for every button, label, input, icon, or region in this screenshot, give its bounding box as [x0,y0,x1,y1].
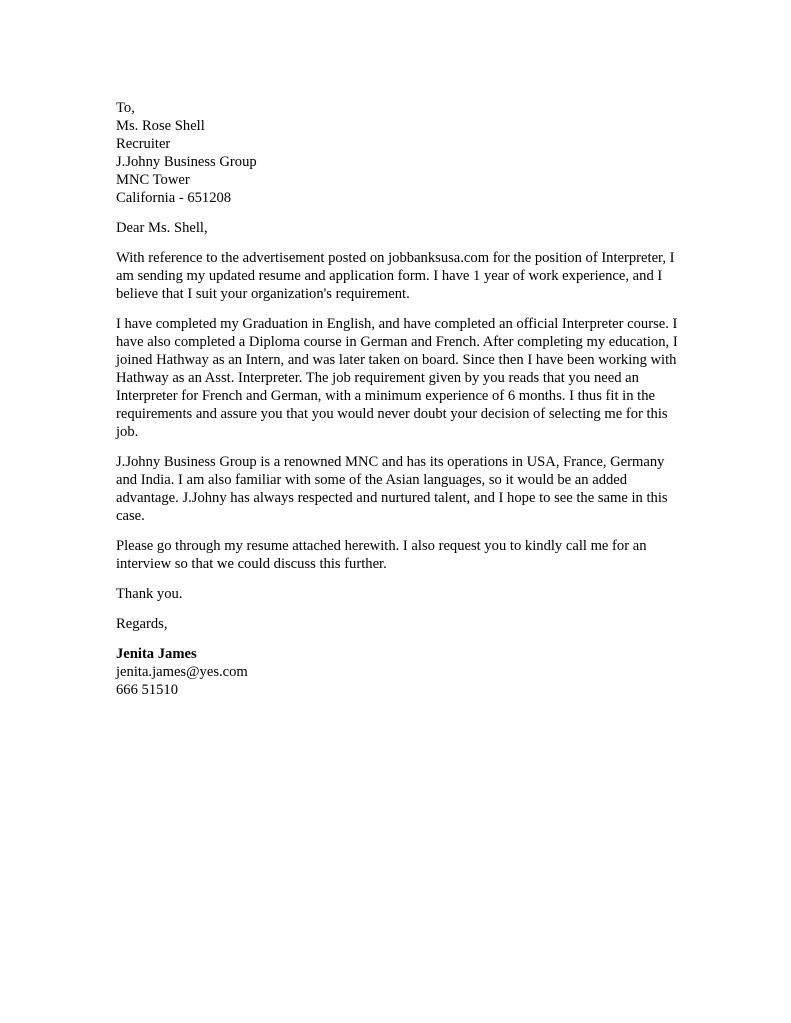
sender-phone: 666 51510 [116,682,179,698]
recipient-city: California - 651208 [116,190,232,206]
salutation: Dear Ms. Shell, [116,220,208,236]
recipient-address [116,99,678,207]
recipient-company: J.Johny Business Group [116,154,257,170]
closing-line: Regards, [116,616,168,632]
recipient-title: Recruiter [116,136,171,152]
body-paragraph-1: With reference to the advertisement posted on jobbanksusa.com for the position of Interpreter, I am sending my updated resume and application form. I have 1 year of work experience, and I believe that I suit your organization's requirement. [116,250,675,302]
thanks-line: Thank you. [116,586,183,602]
recipient-building: MNC Tower [116,172,190,188]
body-paragraph-3: J.Johny Business Group is a renowned MNC and has its operations in USA, France, Germany and India. I am also familiar with some of the Asian languages, so it would be an added advantage. J.Johny has always respected and nurtured talent, and I hope to see the same in this case. [116,454,668,524]
body-paragraph-4: Please go through my resume attached herewith. I also request you to kindly call me for an interview so that we could discuss this further. [116,538,647,572]
sender-name: Jenita James [116,646,197,662]
sender-email: jenita.james@yes.com [116,664,248,680]
address-to: To, [116,100,135,116]
body-paragraph-2: I have completed my Graduation in English, and have completed an official Interpreter course. I have also completed a Diploma course in German and French. After completing my education, I joined Hathway as an Intern, and was later taken on board. Since then I have been working with Hathway as an Asst. Interpreter. The job requirement given by you reads that you need an Interpreter for French and German, with a minimum experience of 6 months. I thus fit in the requirements and assure you that you would never doubt your decision of selecting me for this job. [116,316,678,440]
recipient-name: Ms. Rose Shell [116,118,205,134]
letter-page [116,99,678,699]
signature-block [116,645,678,699]
